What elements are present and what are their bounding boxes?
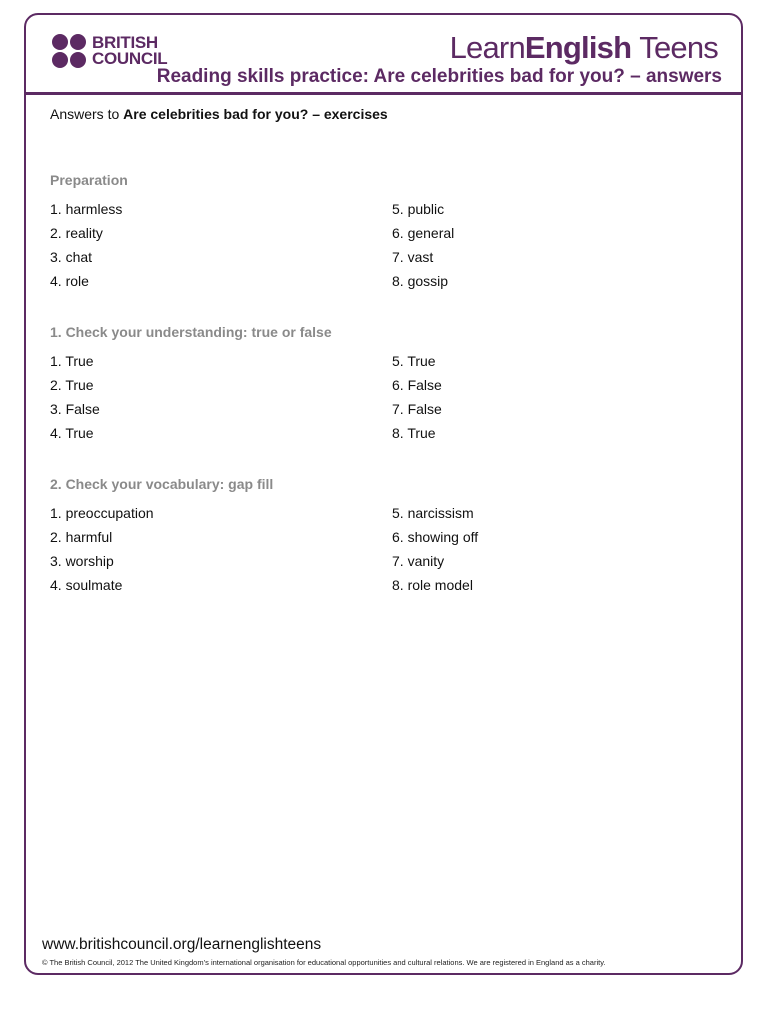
- header-divider: [24, 92, 743, 95]
- learnenglish-teens-logo: [450, 30, 718, 66]
- intro-line: [50, 106, 388, 122]
- answer-item: 1. True: [50, 353, 94, 369]
- section-heading-preparation: Preparation: [50, 172, 128, 188]
- answer-item: 1. preoccupation: [50, 505, 154, 521]
- answer-item: 7. False: [392, 401, 442, 417]
- answer-item: 6. general: [392, 225, 455, 241]
- answer-item: 1. harmless: [50, 201, 123, 217]
- section-heading-gap-fill: 2. Check your vocabulary: gap fill: [50, 476, 274, 492]
- answer-item: 4. soulmate: [50, 577, 123, 593]
- answer-item: 8. role model: [392, 577, 473, 593]
- british-council-dots-icon: [52, 34, 86, 68]
- answer-item: 3. chat: [50, 249, 93, 265]
- page-title: Reading skills practice: Are celebrities bad for you? – answers: [156, 66, 722, 87]
- answer-item: 3. worship: [50, 553, 114, 569]
- footer-url[interactable]: www.britishcouncil.org/learnenglishteens: [42, 936, 322, 953]
- logo-english: English: [524, 30, 632, 65]
- answer-item: 5. public: [392, 201, 445, 217]
- brand-line-1: BRITISH: [92, 33, 158, 52]
- answer-item: 8. gossip: [392, 273, 449, 289]
- answer-item: 4. True: [50, 425, 94, 441]
- brand-line-2: COUNCIL: [92, 49, 168, 68]
- answer-item: 7. vast: [392, 249, 434, 265]
- logo-learn: Learn: [449, 30, 525, 65]
- answer-item: 2. harmful: [50, 529, 113, 545]
- logo-teens: Teens: [639, 30, 718, 65]
- answer-item: 2. reality: [50, 225, 103, 241]
- answer-item: 5. narcissism: [392, 505, 474, 521]
- british-council-logo: [52, 34, 167, 68]
- page-frame: [24, 13, 743, 975]
- footer-copyright: © The British Council, 2012 The United Kingdom’s international organisation for educational opportunities and cultural relations. We are registered in England as a charity.: [42, 958, 606, 967]
- section-heading-true-false: 1. Check your understanding: true or false: [50, 324, 332, 340]
- answer-item: 2. True: [50, 377, 94, 393]
- intro-bold: Are celebrities bad for you? – exercises: [123, 106, 388, 122]
- answer-item: 8. True: [392, 425, 436, 441]
- answer-item: 4. role: [50, 273, 89, 289]
- answer-item: 7. vanity: [392, 553, 445, 569]
- intro-prefix: Answers to: [50, 106, 124, 122]
- answer-item: 5. True: [392, 353, 436, 369]
- answer-item: 3. False: [50, 401, 100, 417]
- answer-item: 6. showing off: [392, 529, 479, 545]
- answer-item: 6. False: [392, 377, 442, 393]
